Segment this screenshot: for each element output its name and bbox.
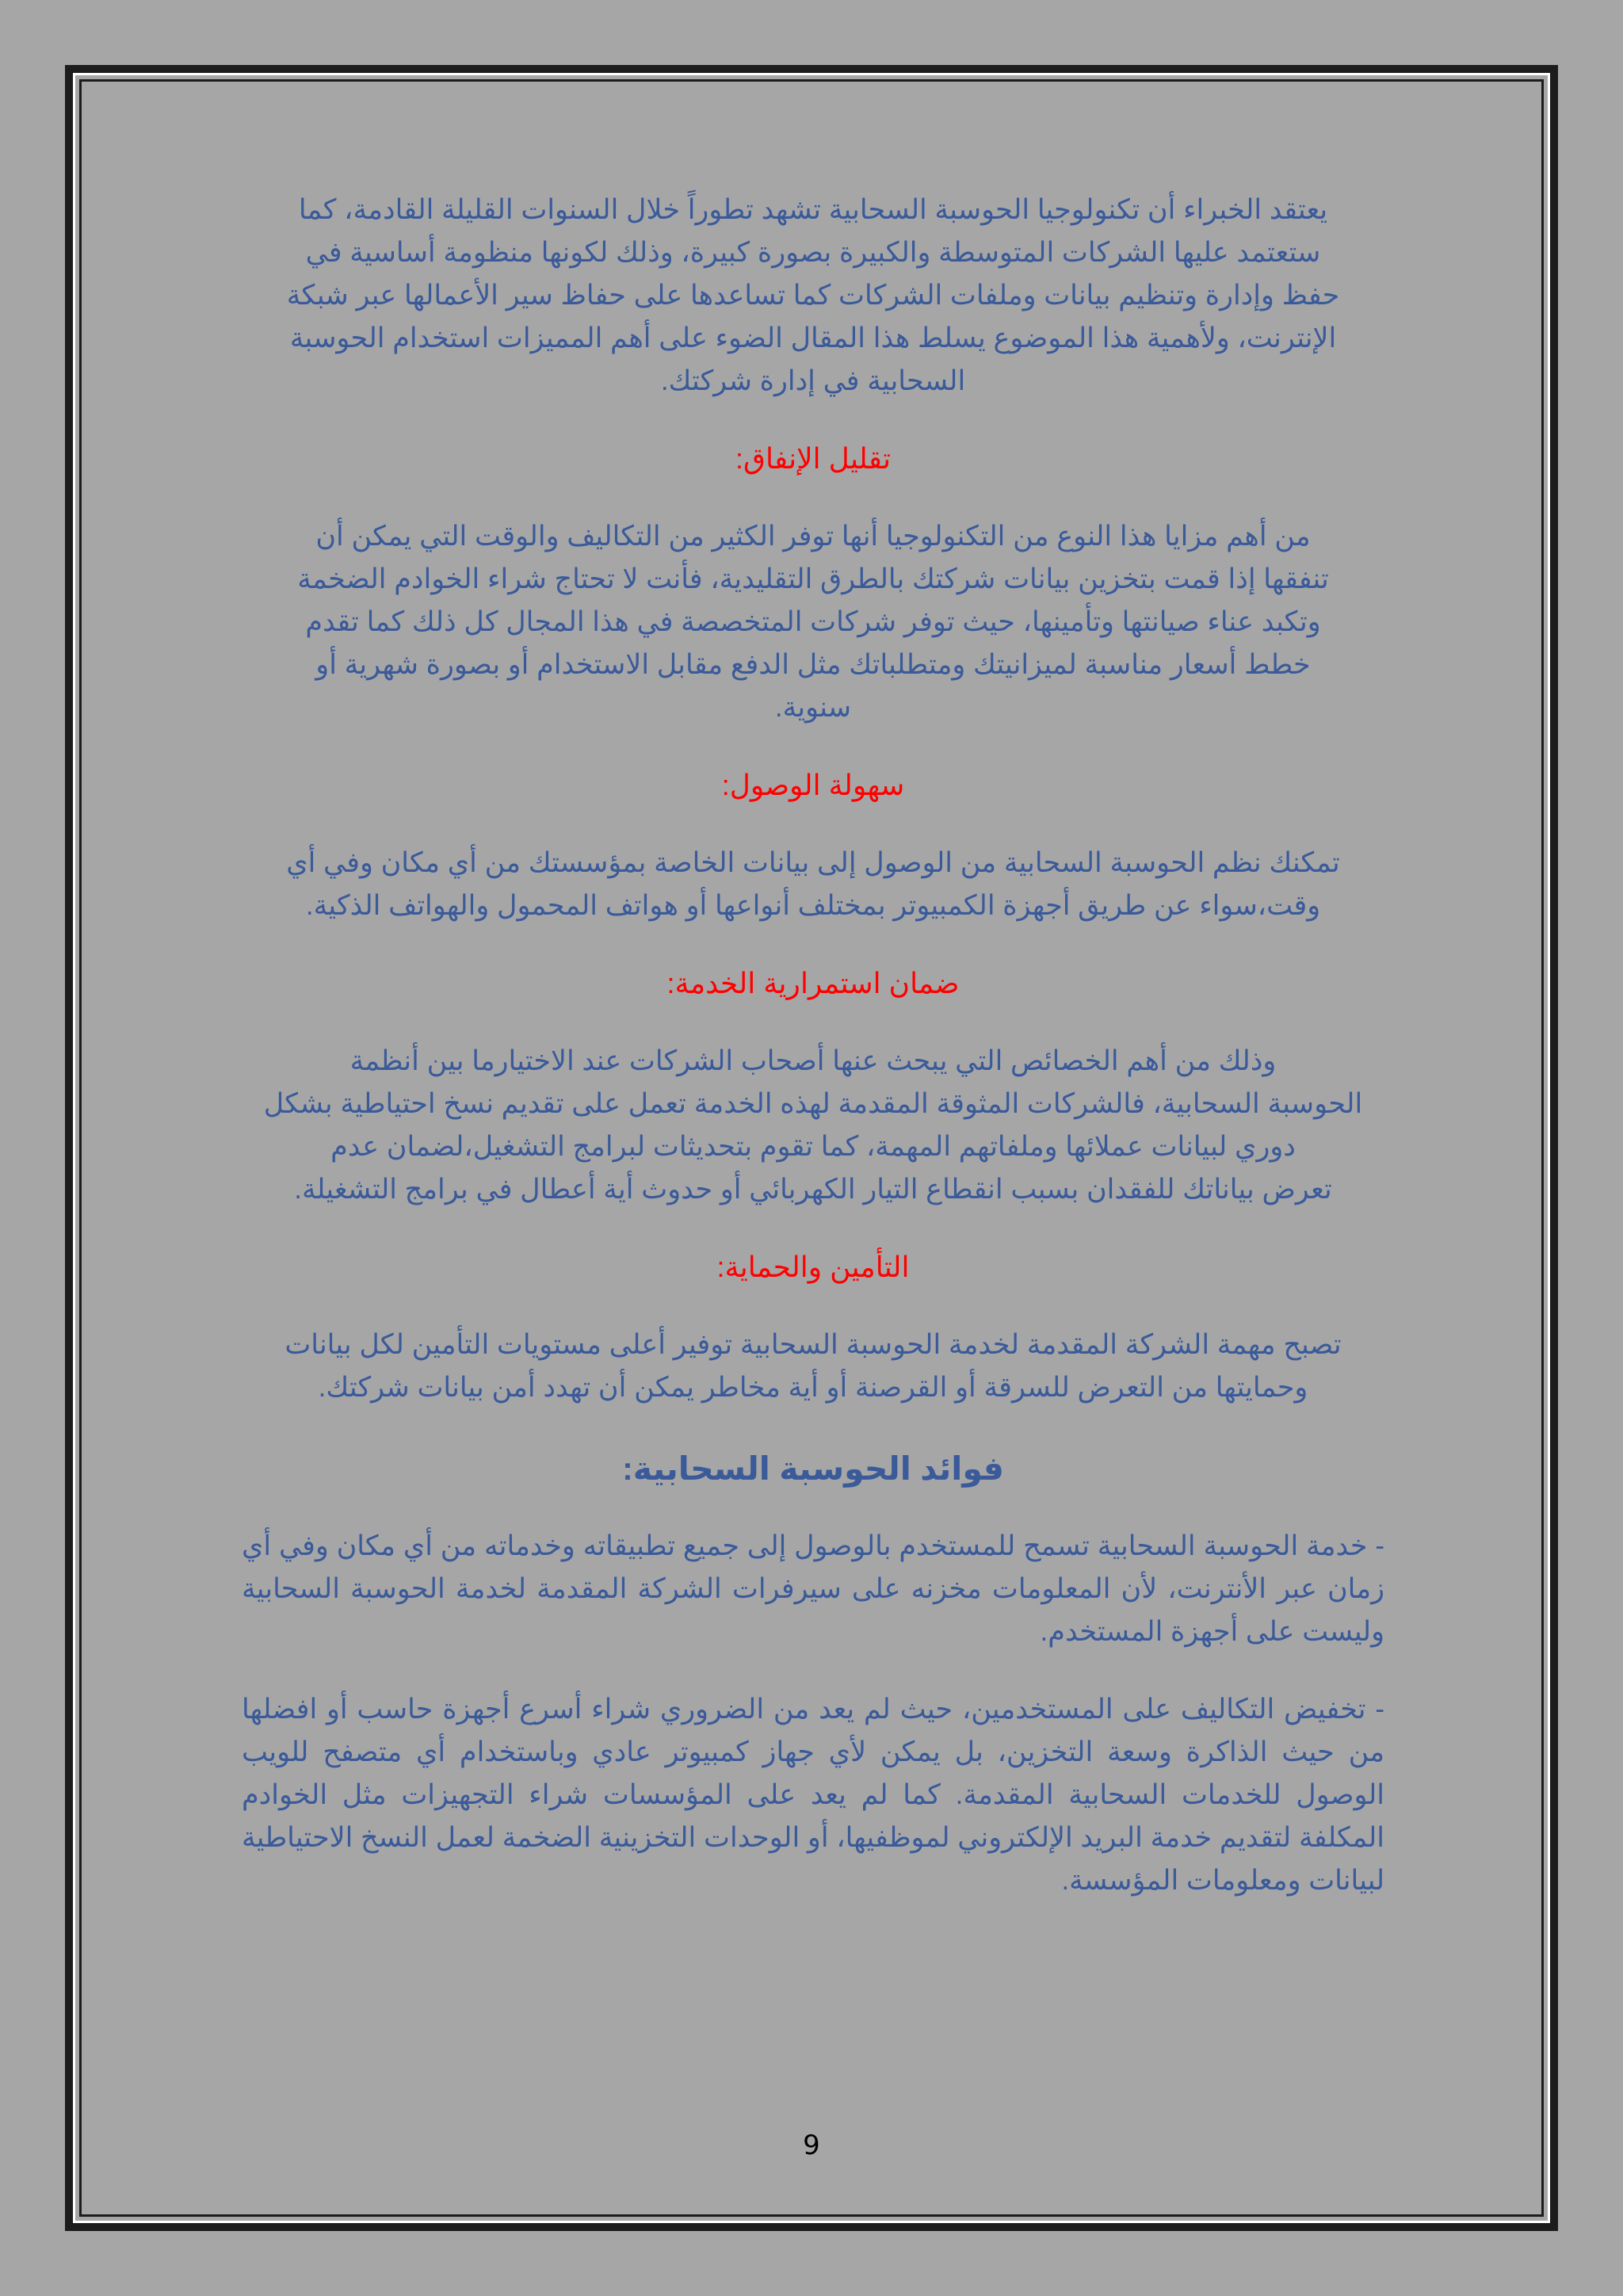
cost-line: من أهم مزايا هذا النوع من التكنولوجيا أنها توفر الكثير من التكاليف والوقت التي يمكن أن — [315, 521, 1311, 552]
document-body — [242, 189, 1384, 1937]
access-paragraph — [242, 842, 1384, 927]
intro-line: يعتقد الخبراء أن تكنولوجيا الحوسبة السحابية تشهد تطوراً خلال السنوات القليلة القادمة، كما — [298, 194, 1328, 225]
continuity-line: تعرض بياناتك للفقدان بسبب انقطاع التيار الكهربائي أو حدوث أية أعطال في برامج التشغيلة. — [294, 1174, 1332, 1205]
security-line: وحمايتها من التعرض للسرقة أو القرصنة أو أية مخاطر يمكن أن تهدد أمن بيانات شركتك. — [318, 1372, 1308, 1403]
continuity-paragraph — [242, 1040, 1384, 1211]
intro-line: الإنترنت، ولأهمية هذا الموضوع يسلط هذا المقال الضوء على أهم المميزات استخدام الحوسبة — [289, 323, 1337, 353]
continuity-line: دوري لبيانات عملائها وملفاتهم المهمة، كما تقوم بتحديثات لبرامج التشغيل،لضمان عدم — [330, 1131, 1296, 1162]
intro-line: حفظ وإدارة وتنظيم بيانات وملفات الشركات كما تساعدها على حفاظ سير الأعمالها عبر شبكة — [286, 280, 1340, 311]
intro-line: السحابية في إدارة شركتك. — [660, 365, 966, 396]
cost-paragraph — [242, 515, 1384, 729]
continuity-line: وذلك من أهم الخصائص التي يبحث عنها أصحاب الشركات عند الاختيارما بين أنظمة — [349, 1045, 1277, 1076]
cost-line: خطط أسعار مناسبة لميزانيتك ومتطلباتك مثل الدفع مقابل الاستخدام أو بصورة شهرية أو — [315, 649, 1311, 680]
security-paragraph — [242, 1324, 1384, 1409]
benefit-paragraph-access: - خدمة الحوسبة السحابية تسمح للمستخدم بالوصول إلى جميع تطبيقاته وخدماته من أي مكان وفي أي زمان عبر الأنترنت، لأن المعلومات مخزنه على سيرفرات الشركة المقدمة لخدمة الحوسبة السحابية وليست على أجهزة المستخدم. — [242, 1530, 1384, 1647]
heading-security-protection: التأمين والحماية: — [716, 1251, 910, 1283]
intro-line: ستعتمد عليها الشركات المتوسطة والكبيرة بصورة كبيرة، وذلك لكونها منظومة أساسية في — [305, 237, 1321, 268]
access-line: تمكنك نظم الحوسبة السحابية من الوصول إلى بيانات الخاصة بمؤسستك من أي مكان وفي أي — [286, 847, 1340, 878]
heading-cloud-benefits: فوائد الحوسبة السحابية: — [622, 1450, 1004, 1487]
benefit-paragraph-cost: - تخفيض التكاليف على المستخدمين، حيث لم يعد من الضروري شراء أسرع أجهزة حاسب أو افضلها من حيث الذاكرة وسعة التخزين، بل يمكن لأي جهاز كمبيوتر عادي وباستخدام أي متصفح للويب الوصول للخدمات السحابية المقدمة. كما لم يعد على المؤسسات شراء التجهيزات مثل الخوادم المكلفة لتقديم خدمة البريد الإلكتروني لموظفيها، أو الوحدات التخزينية الضخمة لعمل النسخ الاحتياطية لبيانات ومعلومات المؤسسة. — [242, 1694, 1384, 1896]
heading-ease-of-access: سهولة الوصول: — [721, 769, 905, 801]
continuity-line: الحوسبة السحابية، فالشركات المثوقة المقدمة لهذه الخدمة تعمل على تقديم نسخ احتياطية بشكل — [263, 1088, 1363, 1119]
access-line: وقت،سواء عن طريق أجهزة الكمبيوتر بمختلف أنواعها أو هواتف المحمول والهواتف الذكية. — [305, 890, 1321, 921]
security-line: تصبح مهمة الشركة المقدمة لخدمة الحوسبة السحابية توفير أعلى مستويات التأمين لكل بيانات — [285, 1329, 1342, 1360]
page-number: 9 — [803, 2130, 820, 2161]
intro-paragraph — [242, 189, 1384, 403]
heading-cost-reduction: تقليل الإنفاق: — [735, 442, 891, 475]
cost-line: تنفقها إذا قمت بتخزين بيانات شركتك بالطرق التقليدية، فأنت لا تحتاج شراء الخوادم الضخمة — [297, 563, 1329, 594]
cost-line: وتكبد عناء صيانتها وتأمينها، حيث توفر شركات المتخصصة في هذا المجال كل ذلك كما تقدم — [305, 606, 1321, 637]
cost-line: سنوية. — [774, 692, 852, 723]
heading-service-continuity: ضمان استمرارية الخدمة: — [666, 967, 960, 999]
